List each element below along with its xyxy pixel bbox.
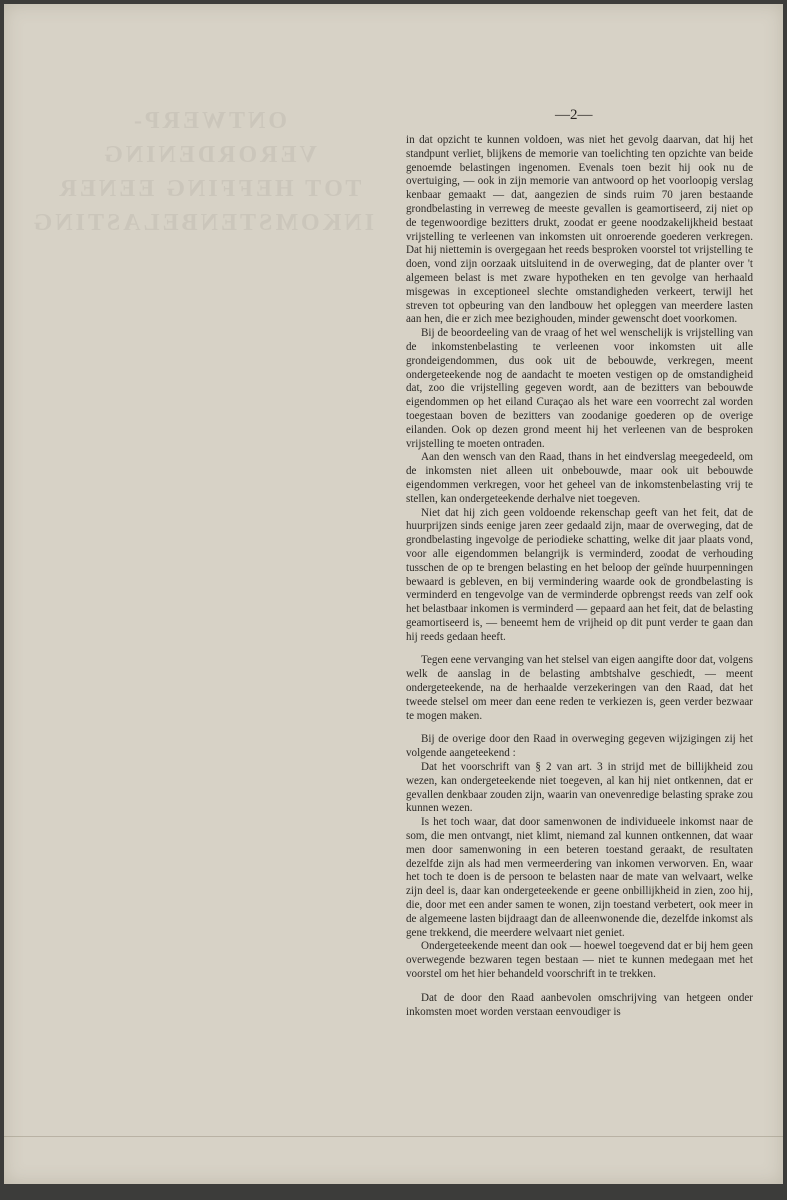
paragraph: in dat opzicht te kunnen voldoen, was niet het gevolg daarvan, dat hij het standpunt verliet, blijkens de memorie van toelichting ten opzichte van beide genoemde belastingen ingenomen. Evenals toen bezit hij ook nu de overtuiging, — ook in zijn memorie van antwoord op het voorloopig verslag kenbaar gemaakt — dat, aangezien de sinds ruim 70 jaren bestaande grondbelasting in verreweg de meeste gevallen is geamortiseerd, zij niet op de tegenwoordige bezitters drukt, zoodat er geene noodzakelijkheid bestaat vrijstelling te verleenen van inkomsten uit onroerende goederen verkregen. Dat hij niettemin is overgegaan het reeds besproken voorstel tot vrijstelling te doen, vond zijn oorzaak uitsluitend in de overweging, dat de planter over 't algemeen belast is met zware hypotheken en ten gevolge van herhaald misgewas in exceptioneel slechte omstandigheden verkeert, terwijl het streven tot opbeuring van den landbouw het opleggen van meerdere lasten aan hen, die er zich mee bezighouden, minder gewenscht doet voorkomen. xyxy=(406,134,753,326)
document-page xyxy=(4,4,783,1184)
paragraph: Is het toch waar, dat door samenwonen de individueele inkomst naar de som, die men ontvangt, niet klimt, niemand zal kunnen ontkennen, dat waar men door samenwoning in een beteren toestand geraakt, de resultaten dezelfde zijn als had men vermeerdering van inkomen verworven. En, waar het toch te doen is de persoon te belasten naar de mate van welvaart, welke zijn deel is, daar kan ondergeteekende er geene onbillijkheid in zien, zoo hij, die, door met een ander samen te wonen, zijn toestand verbetert, ook meer in de algemeene lasten bijdraagt dan de alleenwonende die, dezelfde inkomst als gene trekkend, die meerdere welvaart niet geniet. xyxy=(406,816,753,939)
page-fold-line xyxy=(4,1136,783,1137)
paragraph: Tegen eene vervanging van het stelsel van eigen aangifte door dat, volgens welk de aanslag in de belasting ambtshalve geschiedt, — meent ondergeteekende, na de herhaalde verzekeringen van den Raad, dat het tweede stelsel om meer dan eene reden te verkiezen is, geen verder bezwaar te mogen maken. xyxy=(406,654,753,722)
paragraph: Bij de beoordeeling van de vraag of het wel wenschelijk is vrijstelling van de inkomstenbelasting te verleenen voor inkomsten uit alle grondeigendommen, dus ook uit de bebouwde, verkregen, meent ondergeteekende nog de aandacht te moeten vestigen op de omstandigheid dat, zoo die vrijstelling gegeven wordt, aan de bezitters van bebouwde eigendommen op het eiland Curaçao als het ware een voorrecht zal worden toegestaan boven de bezitters van zoodanige goederen op de overige eilanden. Ook op dezen grond meent hij het verleenen van de besproken vrijstelling te moeten ontraden. xyxy=(406,327,753,450)
paragraph: Dat de door den Raad aanbevolen omschrijving van hetgeen onder inkomsten moet worden verstaan eenvoudiger is xyxy=(406,991,753,1018)
paragraph: Ondergeteekende meent dan ook — hoewel toegevend dat er bij hem geen overwegende bezwaren tegen bestaan — niet te kunnen medegaan met het voorstel om het hier behandeld voorschrift in te trekken. xyxy=(406,940,753,981)
bleed-line: ONTWERP-VERORDENING xyxy=(101,108,317,168)
paragraph: Dat het voorschrift van § 2 van art. 3 in strijd met de billijkheid zou wezen, kan ondergeteekende niet toegeven, al kan hij niet ontkennen, dat er gevallen denkbaar zouden zijn, waarin van onevenredige belasting sprake zou kunnen wezen. xyxy=(406,761,753,815)
bleed-through-text xyxy=(30,104,374,240)
text-column xyxy=(406,134,753,1019)
bleed-line: TOT HEFFING EENER xyxy=(56,176,362,202)
page-number: —2— xyxy=(555,107,593,123)
paragraph: Aan den wensch van den Raad, thans in het eindverslag meegedeeld, om de inkomsten niet alleen uit onbebouwde, maar ook uit bebouwde eigendommen verkregen, voor het geheel van de inkomstenbelasting vrij te stellen, kan ondergeteekende derhalve niet toegeven. xyxy=(406,451,753,505)
bleed-line: INKOMSTENBELASTING xyxy=(30,210,374,236)
paragraph: Bij de overige door den Raad in overweging gegeven wijzigingen zij het volgende aangeteekend : xyxy=(406,733,753,760)
paragraph: Niet dat hij zich geen voldoende rekenschap geeft van het feit, dat de huurprijzen sinds eenige jaren zeer gedaald zijn, maar de overweging, dat de grondbelasting ingevolge de periodieke schatting, welke dit jaar plaats vond, voor alle eigendommen belangrijk is verminderd, zoodat de verhouding tusschen de op te brengen belasting en het beloop der geïnde huurpenningen bewaard is gebleven, en bij vermindering waarde ook de grondbelasting is verminderd en tengevolge van de verminderde opbrengst reeds van zelf ook het belastbaar inkomen is verminderd — gepaard aan het feit, dat de belasting geamortiseerd is, — beneemt hem de vrijheid op dit punt verder te gaan dan hij reeds gedaan heeft. xyxy=(406,506,753,643)
